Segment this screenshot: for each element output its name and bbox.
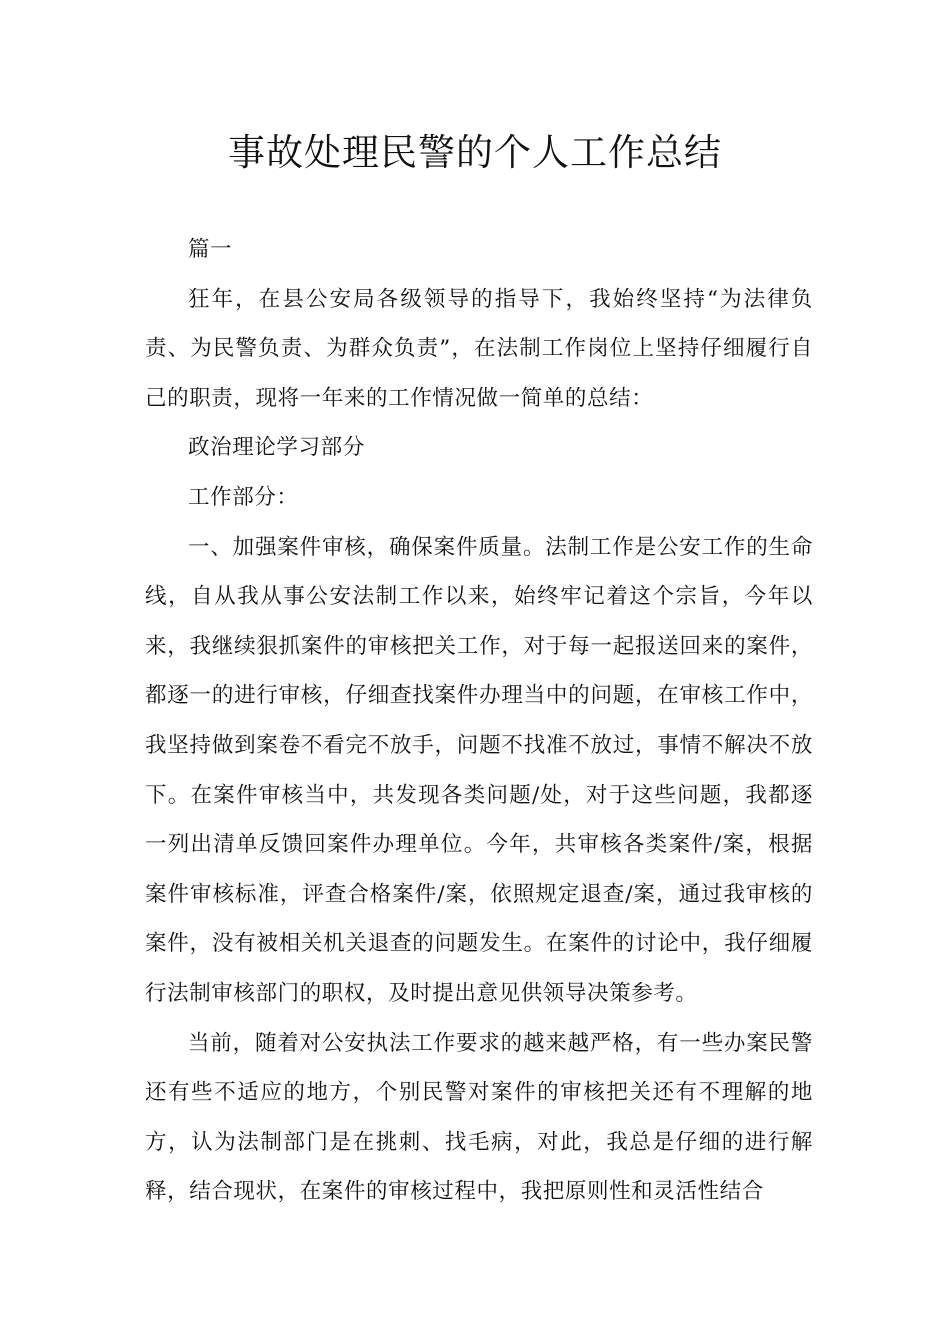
- case-review-paragraph: 一、加强案件审核，确保案件质量。法制工作是公安工作的生命线，自从我从事公安法制工作以来，始终牢记着这个宗旨，今年以来，我继续狠抓案件的审核把关工作，对于每一起报送回来的案件，都逐一的进行审核，仔细查找案件办理当中的问题，在审核工作中，我坚持做到案卷不看完不放手，问题不找准不放过，事情不解决不放下。在案件审核当中，共发现各类问题/处，对于这些问题，我都逐一列出清单反馈回案件办理单位。今年，共审核各类案件/案，根据案件审核标准，评查合格案件/案，依照规定退查/案，通过我审核的案件，没有被相关机关退查的问题发生。在案件的讨论中，我仔细履行法制审核部门的职权，及时提出意见供领导决策参考。: [145, 534, 813, 1006]
- section-heading-political-study: 政治理论学习部分: [188, 435, 365, 461]
- section-heading-work: 工作部分：: [188, 484, 299, 510]
- intro-paragraph: 狂年，在县公安局各级领导的指导下，我始终坚持“为法律负责、为民警负责、为群众负责”，在法制工作岗位上坚持仔细履行自己的职责，现将一年来的工作情况做一简单的总结：: [145, 286, 813, 411]
- document-body: [145, 225, 813, 1217]
- section-heading-part-one: 篇一: [188, 237, 233, 262]
- current-situation-paragraph: 当前，随着对公安执法工作要求的越来越严格，有一些办案民警还有些不适应的地方，个别民警对案件的审核把关还有不理解的地方，认为法制部门是在挑刺、找毛病，对此，我总是仔细的进行解释，结合现状，在案件的审核过程中，我把原则性和灵活性结合: [145, 1030, 813, 1205]
- document-title: 事故处理民警的个人工作总结: [228, 131, 722, 174]
